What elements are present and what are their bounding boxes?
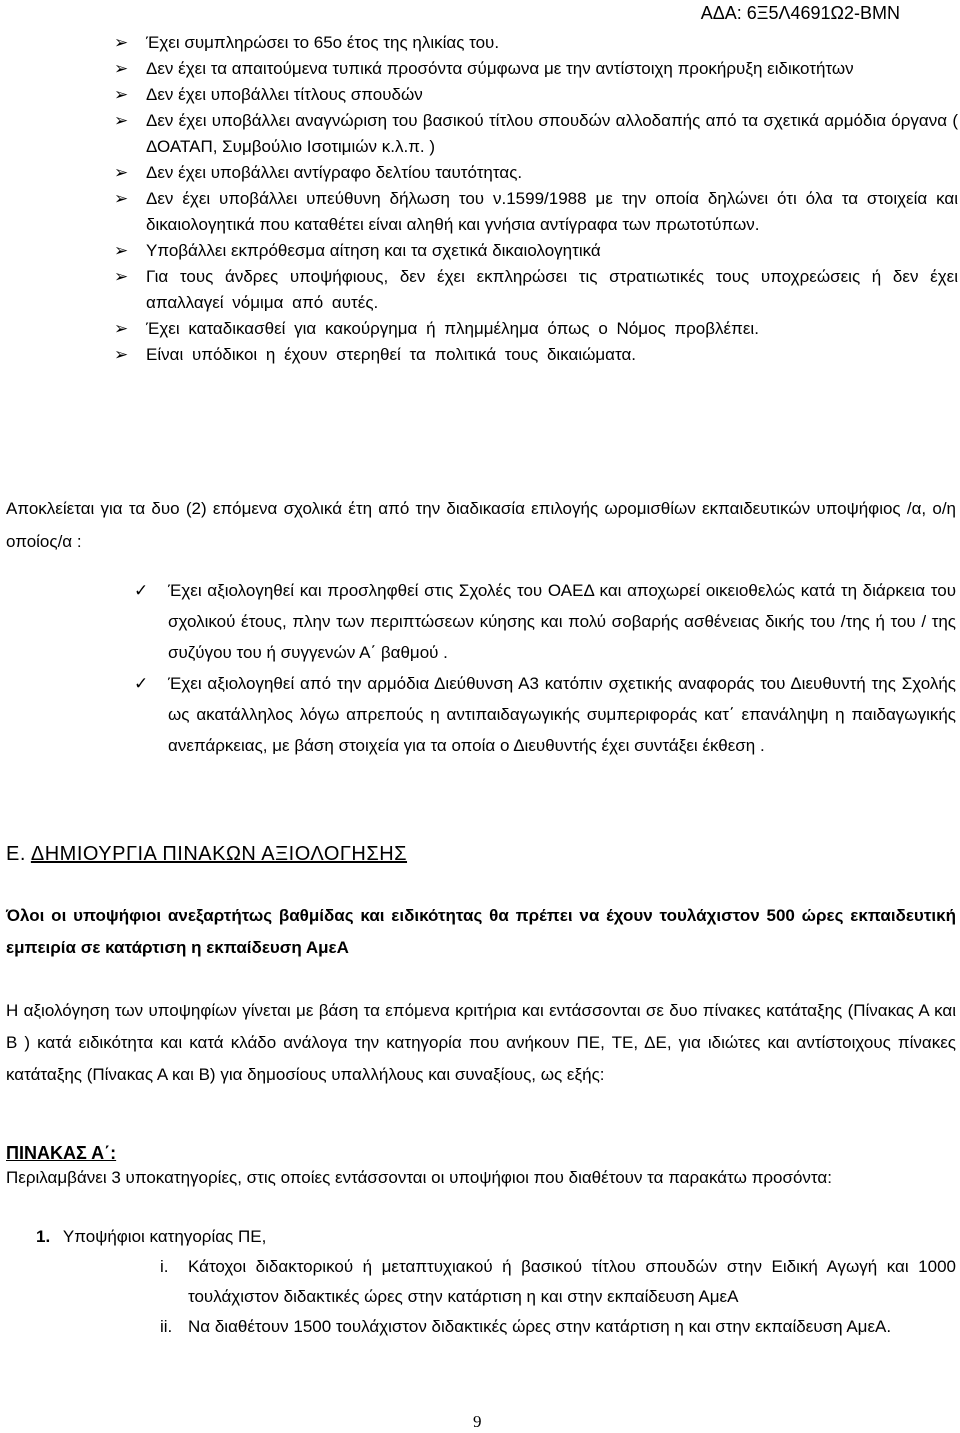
arrow-bullet-icon: ➢: [114, 319, 129, 338]
evaluation-paragraph: Η αξιολόγηση των υποψηφίων γίνεται με βάση τα επόμενα κριτήρια και εντάσσονται σε δυο πίνακες κατάταξης (Πίνακας Α και Β ) κατά ειδικότητα και κατά κλάδο ανάλογα την κατηγορία που ανήκουν ΠΕ, ΤΕ, ΔΕ, για ιδιώτες και αντίστοιχους πίνακες κατάταξης (Πίνακας Α και Β) για δημοσίους υπαλλήλους και συναξίους, ως εξής:: [6, 1001, 956, 1084]
list-item: ➢ Δεν έχει υποβάλλει υπεύθυνη δήλωση του ν.1599/1988 με την οποία δηλώνει ότι όλα τα στοιχεία και δικαιολογητικά που καταθέτει είναι αληθή και γνήσια αντίγραφα των πρωτοτύπων.: [114, 186, 958, 238]
section-title: ΔΗΜΙΟΥΡΓΙΑ ΠΙΝΑΚΩΝ ΑΞΙΟΛΟΓΗΣΗΣ: [30, 843, 408, 865]
ada-code: ΑΔΑ: 6Ξ5Λ4691Ω2-ΒΜΝ: [700, 3, 900, 23]
arrow-bullet-icon: ➢: [114, 241, 129, 260]
arrow-bullet-icon: ➢: [114, 163, 129, 182]
section-letter: Ε.: [6, 843, 26, 865]
page-number: 9: [473, 1412, 482, 1431]
roman-numeral: i.: [160, 1257, 169, 1276]
arrow-bullet-icon: ➢: [114, 267, 129, 286]
list-item: ➢ Υποβάλλει εκπρόθεσμα αίτηση και τα σχετικά δικαιολογητικά: [114, 238, 958, 264]
list-item: ii. Να διαθέτουν 1500 τουλάχιστον διδακτικές ώρες στην κατάρτιση η και στην εκπαίδευση ΑμεΑ.: [160, 1312, 956, 1342]
item-label: Υποψήφιοι κατηγορίας ΠΕ,: [62, 1227, 267, 1246]
list-item: ➢ Έχει καταδικασθεί για κακούργημα ή πλημμέλημα όπως ο Νόμος προβλέπει.: [114, 316, 958, 342]
list-item: i. Κάτοχοι διδακτορικού ή μεταπτυχιακού ή βασικού τίτλου σπουδών στην Ειδική Αγωγή και 1000 τουλάχιστον διδακτικές ώρες στην κατάρτιση η και στην εκπαίδευση ΑμεΑ: [160, 1252, 956, 1312]
table-a-intro: Περιλαμβάνει 3 υποκατηγορίες, στις οποίες εντάσσονται οι υποψήφιοι που διαθέτουν τα παρακάτω προσόντα:: [6, 1168, 832, 1187]
exclusion-intro-paragraph: Αποκλείεται για τα δυο (2) επόμενα σχολικά έτη από την διαδικασία επιλογής ωρομισθίων εκπαιδευτικών υποψήφιος /α, ο/η οποίος/α :: [6, 499, 956, 551]
list-item: ✓ Έχει αξιολογηθεί από την αρμόδια Διεύθυνση Α3 κατόπιν σχετικής αναφοράς του Διευθυντή της Σχολής ως ακατάλληλος λόγω απρεπούς η αντιπαιδαγωγικής συμπεριφοράς κατ΄ επανάληψη η παιδαγωγικής ανεπάρκειας, με βάση στοιχεία για τα οποία ο Διευθυντής έχει συντάξει έκθεση .: [134, 668, 956, 761]
arrow-bullet-icon: ➢: [114, 33, 129, 52]
arrow-bullet-icon: ➢: [114, 189, 129, 208]
list-item: ➢ Δεν έχει υποβάλλει αντίγραφο δελτίου ταυτότητας.: [114, 160, 958, 186]
arrow-bullet-icon: ➢: [114, 85, 129, 104]
list-item: ➢ Έχει συμπληρώσει το 65ο έτος της ηλικίας του.: [114, 30, 958, 56]
checkmark-icon: ✓: [134, 581, 149, 600]
item-number: 1.: [36, 1227, 51, 1246]
list-item: ➢ Δεν έχει τα απαιτούμενα τυπικά προσόντα σύμφωνα με την αντίστοιχη προκήρυξη ειδικοτήτων: [114, 56, 958, 82]
list-item: ➢ Για τους άνδρες υποψήφιους, δεν έχει εκπληρώσει τις στρατιωτικές τους υποχρεώσεις ή δεν έχει απαλλαγεί νόμιμα από αυτές.: [114, 264, 958, 316]
numbered-item: [36, 1222, 266, 1252]
exclusion-list: [114, 30, 958, 368]
roman-numeral: ii.: [160, 1317, 173, 1336]
checkmark-icon: ✓: [134, 674, 149, 693]
list-item: ✓ Έχει αξιολογηθεί και προσληφθεί στις Σχολές του ΟΑΕΔ και αποχωρεί οικειοθελώς κατά τη διάρκεια του σχολικού έτους, πλην των περιπτώσεων κύησης και πολύ σοβαρής ασθένειας δικής του /της ή του / της συζύγου του ή συγγενών Α΄ βαθμού .: [134, 575, 956, 668]
arrow-bullet-icon: ➢: [114, 345, 129, 364]
list-item: ➢ Δεν έχει υποβάλλει τίτλους σπουδών: [114, 82, 958, 108]
exclusion-reasons-list: [134, 575, 956, 761]
list-item: ➢ Δεν έχει υποβάλλει αναγνώριση του βασικού τίτλου σπουδών αλλοδαπής από τα σχετικά αρμόδια όργανα ( ΔΟΑΤΑΠ, Συμβούλιο Ισοτιμιών κ.λ.π. ): [114, 108, 958, 160]
subitem-list: [160, 1252, 956, 1342]
list-item: ➢ Είναι υπόδικοι η έχουν στερηθεί τα πολιτικά τους δικαιώματα.: [114, 342, 958, 368]
section-heading: [6, 843, 407, 866]
table-a-title: ΠΙΝΑΚΑΣ Α΄:: [6, 1143, 117, 1163]
arrow-bullet-icon: ➢: [114, 111, 129, 130]
requirement-paragraph: Όλοι οι υποψήφιοι ανεξαρτήτως βαθμίδας και ειδικότητας θα πρέπει να έχουν τουλάχιστον 500 ώρες εκπαιδευτική εμπειρία σε κατάρτιση η εκπαίδευση ΑμεΑ: [6, 906, 956, 957]
arrow-bullet-icon: ➢: [114, 59, 129, 78]
